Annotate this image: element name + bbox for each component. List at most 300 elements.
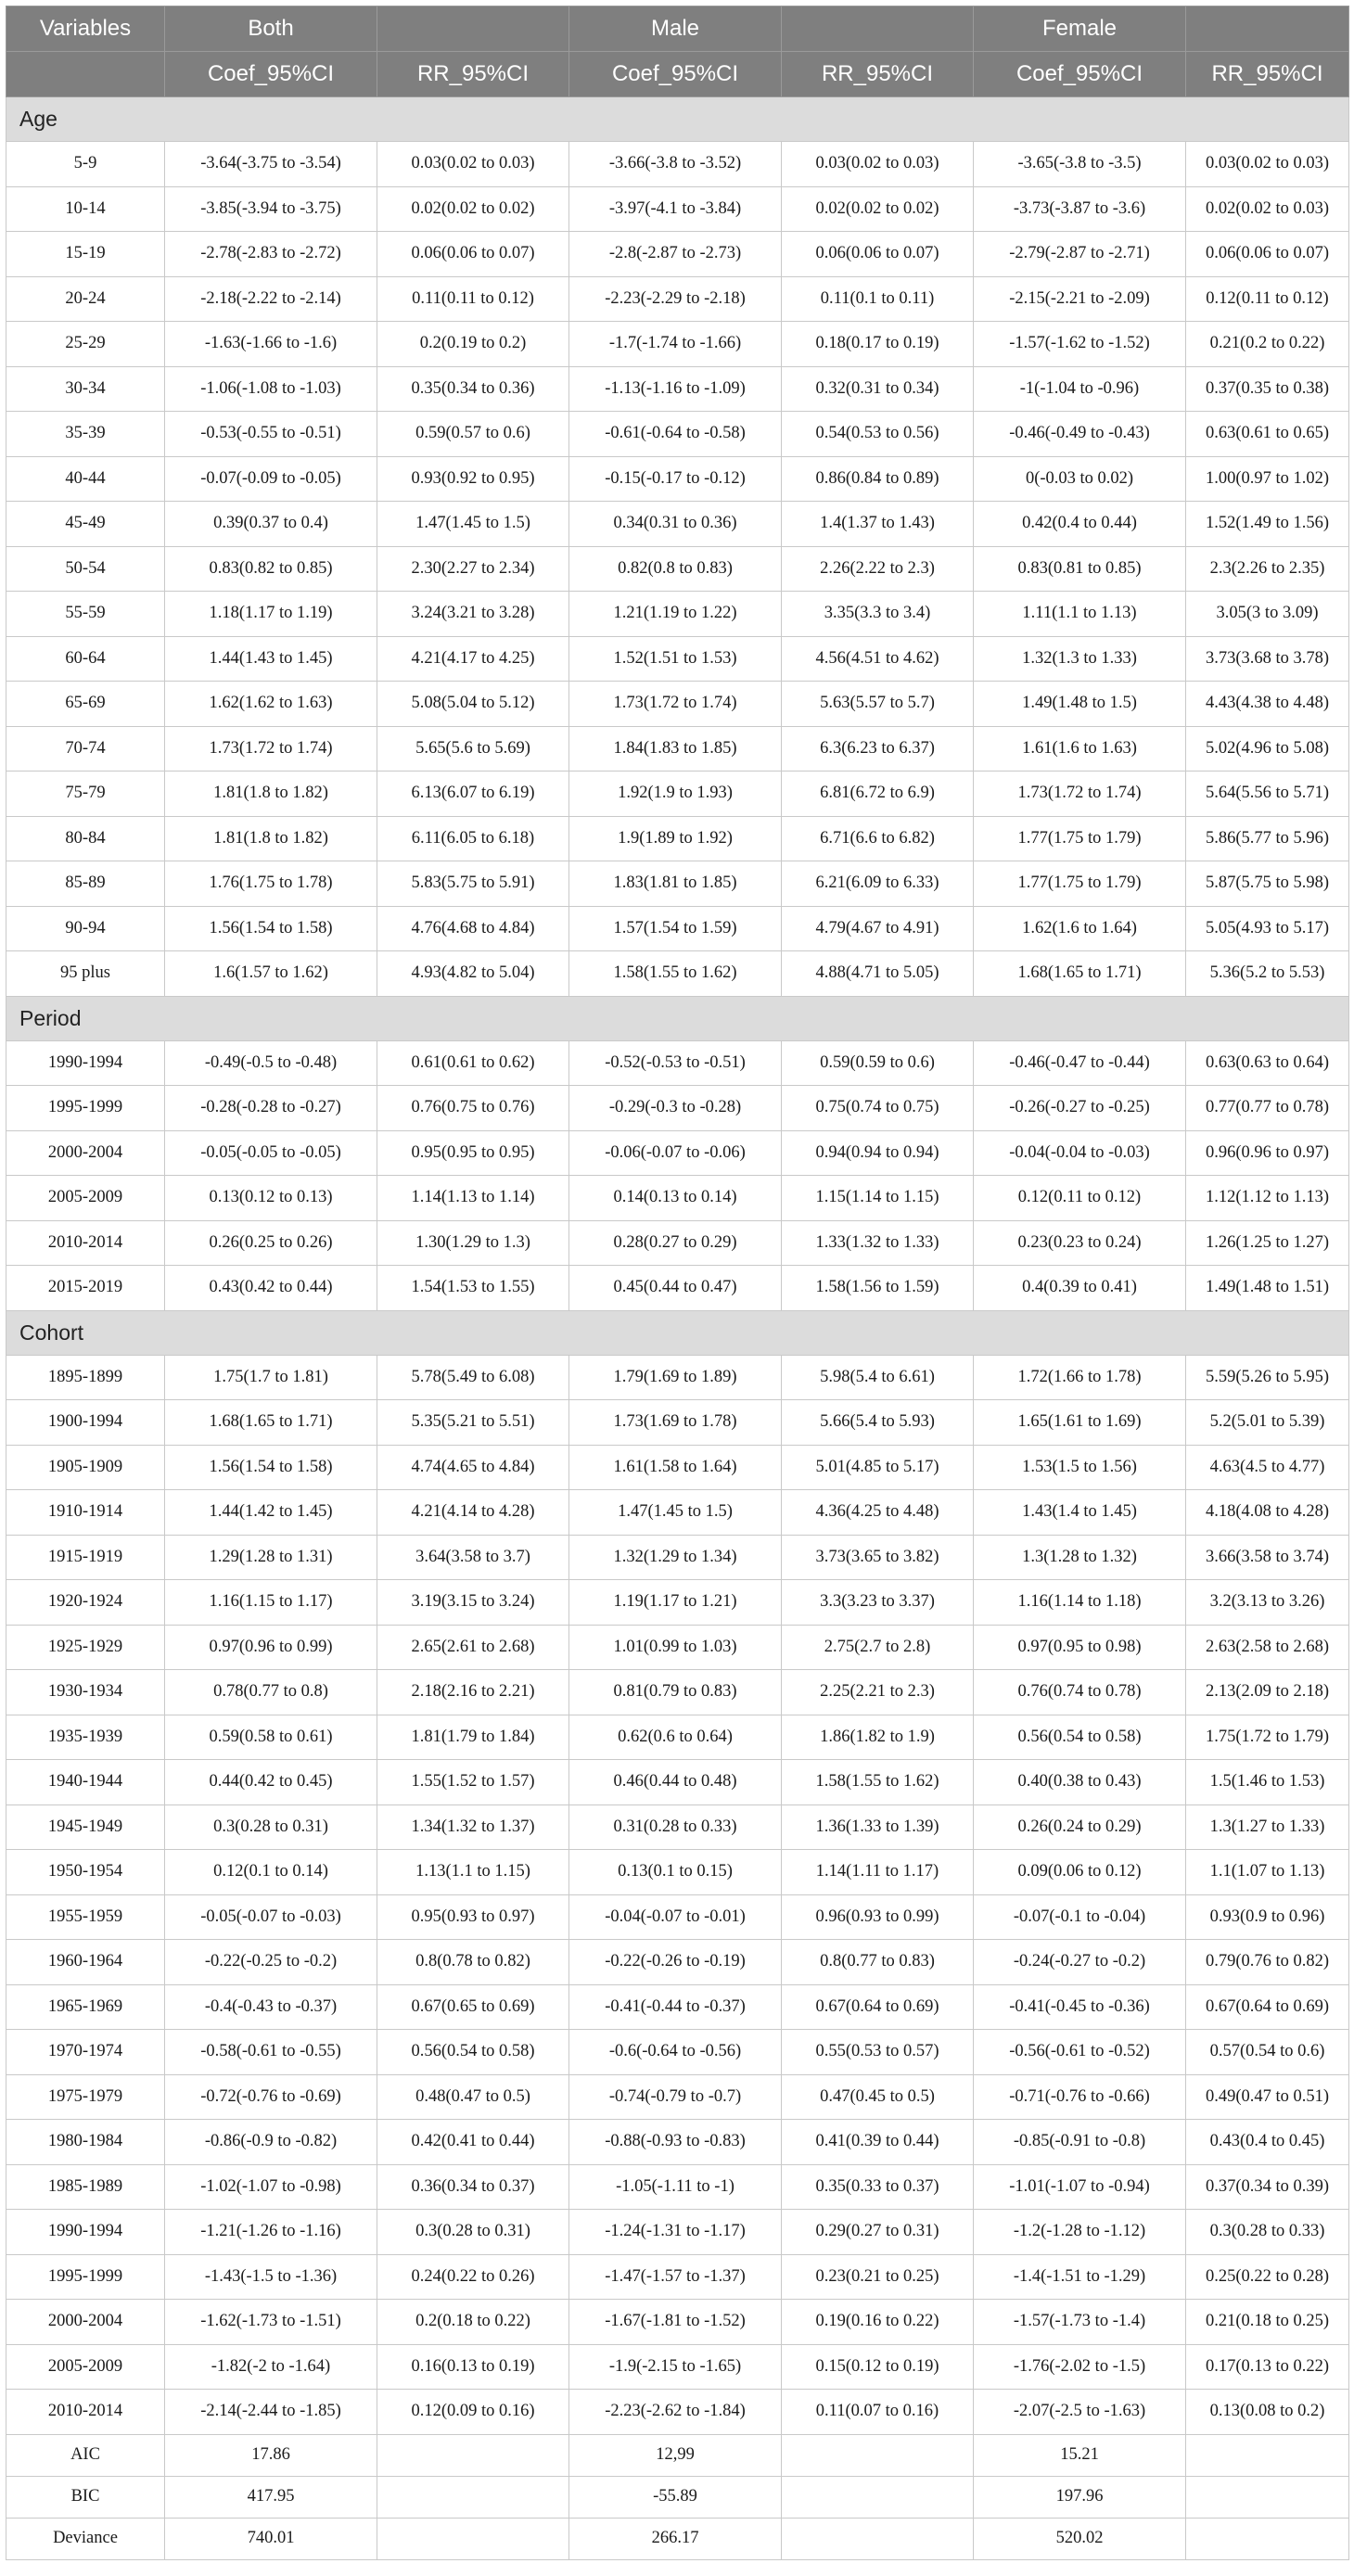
fit-stat-value: 15.21 bbox=[974, 2434, 1186, 2476]
table-cell: 2.30(2.27 to 2.34) bbox=[377, 546, 569, 592]
table-cell: 0.76(0.74 to 0.78) bbox=[974, 1670, 1186, 1715]
table-cell: 5.66(5.4 to 5.93) bbox=[782, 1400, 974, 1446]
table-cell: 1.73(1.69 to 1.78) bbox=[569, 1400, 782, 1446]
fit-stat-value bbox=[1186, 2476, 1349, 2518]
fit-stat-row bbox=[6, 2476, 1349, 2518]
fit-stat-value: 17.86 bbox=[165, 2434, 377, 2476]
table-cell: 2.65(2.61 to 2.68) bbox=[377, 1625, 569, 1670]
table-cell: 0.03(0.02 to 0.03) bbox=[377, 142, 569, 187]
table-cell: 0.36(0.34 to 0.37) bbox=[377, 2164, 569, 2210]
fit-stat-value: 12,99 bbox=[569, 2434, 782, 2476]
table-cell: 0.42(0.4 to 0.44) bbox=[974, 502, 1186, 547]
table-cell: -0.74(-0.79 to -0.7) bbox=[569, 2074, 782, 2120]
table-cell: 0.41(0.39 to 0.44) bbox=[782, 2120, 974, 2165]
table-row bbox=[6, 772, 1349, 817]
table-cell: -0.56(-0.61 to -0.52) bbox=[974, 2030, 1186, 2075]
table-cell: 4.21(4.14 to 4.28) bbox=[377, 1490, 569, 1536]
table-cell: 0.15(0.12 to 0.19) bbox=[782, 2344, 974, 2390]
table-cell: 0.16(0.13 to 0.19) bbox=[377, 2344, 569, 2390]
table-cell: 1.77(1.75 to 1.79) bbox=[974, 861, 1186, 907]
table-cell: 6.21(6.09 to 6.33) bbox=[782, 861, 974, 907]
table-cell: 0.29(0.27 to 0.31) bbox=[782, 2210, 974, 2255]
table-cell: 1.75(1.7 to 1.81) bbox=[165, 1355, 377, 1400]
table-cell: -0.71(-0.76 to -0.66) bbox=[974, 2074, 1186, 2120]
table-cell: 0.12(0.09 to 0.16) bbox=[377, 2390, 569, 2435]
fit-stat-label: AIC bbox=[6, 2434, 165, 2476]
table-cell: 0.8(0.77 to 0.83) bbox=[782, 1940, 974, 1985]
header-sub-blank bbox=[6, 52, 165, 97]
table-cell: 0.17(0.13 to 0.22) bbox=[1186, 2344, 1349, 2390]
section-title: Age bbox=[6, 97, 1349, 142]
table-cell: -0.52(-0.53 to -0.51) bbox=[569, 1040, 782, 1086]
table-cell: 0.94(0.94 to 0.94) bbox=[782, 1130, 974, 1176]
table-cell: 5.2(5.01 to 5.39) bbox=[1186, 1400, 1349, 1446]
table-cell: 0.31(0.28 to 0.33) bbox=[569, 1804, 782, 1850]
table-cell: 0.23(0.21 to 0.25) bbox=[782, 2254, 974, 2300]
header-both-rr: RR_95%CI bbox=[377, 52, 569, 97]
table-cell: -1.62(-1.73 to -1.51) bbox=[165, 2300, 377, 2345]
table-cell: 0.49(0.47 to 0.51) bbox=[1186, 2074, 1349, 2120]
table-cell: -2.15(-2.21 to -2.09) bbox=[974, 276, 1186, 322]
table-cell: 0.32(0.31 to 0.34) bbox=[782, 366, 974, 412]
table-cell: 0.43(0.4 to 0.45) bbox=[1186, 2120, 1349, 2165]
table-cell: -0.46(-0.49 to -0.43) bbox=[974, 412, 1186, 457]
table-cell: 0.3(0.28 to 0.31) bbox=[165, 1804, 377, 1850]
table-cell: 0.77(0.77 to 0.78) bbox=[1186, 1086, 1349, 1131]
table-cell: -0.58(-0.61 to -0.55) bbox=[165, 2030, 377, 2075]
table-cell: 0.11(0.1 to 0.11) bbox=[782, 276, 974, 322]
table-row bbox=[6, 951, 1349, 997]
table-cell: 1.57(1.54 to 1.59) bbox=[569, 906, 782, 951]
table-header bbox=[6, 6, 1349, 97]
row-label: 90-94 bbox=[6, 906, 165, 951]
table-cell: 0.06(0.06 to 0.07) bbox=[782, 232, 974, 277]
table-cell: 1.56(1.54 to 1.58) bbox=[165, 1445, 377, 1490]
table-row bbox=[6, 502, 1349, 547]
table-cell: 1.13(1.1 to 1.15) bbox=[377, 1850, 569, 1895]
table-cell: -0.05(-0.05 to -0.05) bbox=[165, 1130, 377, 1176]
table-row bbox=[6, 2254, 1349, 2300]
table-cell: 0.2(0.19 to 0.2) bbox=[377, 322, 569, 367]
table-cell: -3.65(-3.8 to -3.5) bbox=[974, 142, 1186, 187]
fit-stat-value bbox=[782, 2434, 974, 2476]
results-table bbox=[6, 6, 1349, 2560]
header-female-blank bbox=[1186, 6, 1349, 52]
table-cell: -0.28(-0.28 to -0.27) bbox=[165, 1086, 377, 1131]
table-cell: -0.15(-0.17 to -0.12) bbox=[569, 456, 782, 502]
table-cell: -1.43(-1.5 to -1.36) bbox=[165, 2254, 377, 2300]
table-cell: 1.47(1.45 to 1.5) bbox=[377, 502, 569, 547]
table-cell: 1.75(1.72 to 1.79) bbox=[1186, 1715, 1349, 1760]
table-cell: 6.71(6.6 to 6.82) bbox=[782, 816, 974, 861]
table-row bbox=[6, 546, 1349, 592]
row-label: 1920-1924 bbox=[6, 1580, 165, 1626]
fit-stat-value bbox=[377, 2518, 569, 2559]
table-cell: 0.43(0.42 to 0.44) bbox=[165, 1266, 377, 1311]
table-cell: 0.21(0.18 to 0.25) bbox=[1186, 2300, 1349, 2345]
table-cell: 5.02(4.96 to 5.08) bbox=[1186, 726, 1349, 772]
header-male-rr: RR_95%CI bbox=[782, 52, 974, 97]
fit-stat-label: BIC bbox=[6, 2476, 165, 2518]
table-cell: 0.93(0.92 to 0.95) bbox=[377, 456, 569, 502]
table-cell: 4.21(4.17 to 4.25) bbox=[377, 636, 569, 682]
row-label: 1910-1914 bbox=[6, 1490, 165, 1536]
table-row bbox=[6, 2300, 1349, 2345]
table-cell: -1.2(-1.28 to -1.12) bbox=[974, 2210, 1186, 2255]
header-row-measures bbox=[6, 52, 1349, 97]
row-label: 2005-2009 bbox=[6, 2344, 165, 2390]
table-row bbox=[6, 322, 1349, 367]
table-cell: 1.61(1.6 to 1.63) bbox=[974, 726, 1186, 772]
table-cell: 5.35(5.21 to 5.51) bbox=[377, 1400, 569, 1446]
table-cell: 1.5(1.46 to 1.53) bbox=[1186, 1760, 1349, 1805]
table-cell: -3.66(-3.8 to -3.52) bbox=[569, 142, 782, 187]
table-row bbox=[6, 276, 1349, 322]
table-cell: 1.61(1.58 to 1.64) bbox=[569, 1445, 782, 1490]
table-cell: 0.4(0.39 to 0.41) bbox=[974, 1266, 1186, 1311]
table-cell: 0.2(0.18 to 0.22) bbox=[377, 2300, 569, 2345]
table-cell: 1.81(1.8 to 1.82) bbox=[165, 772, 377, 817]
table-cell: -1.02(-1.07 to -0.98) bbox=[165, 2164, 377, 2210]
table-cell: -1.57(-1.73 to -1.4) bbox=[974, 2300, 1186, 2345]
table-cell: -2.8(-2.87 to -2.73) bbox=[569, 232, 782, 277]
row-label: 1930-1934 bbox=[6, 1670, 165, 1715]
section-title: Period bbox=[6, 996, 1349, 1040]
table-cell: 0.21(0.2 to 0.22) bbox=[1186, 322, 1349, 367]
table-cell: 3.35(3.3 to 3.4) bbox=[782, 592, 974, 637]
fit-stat-value: 197.96 bbox=[974, 2476, 1186, 2518]
table-cell: 0.8(0.78 to 0.82) bbox=[377, 1940, 569, 1985]
table-cell: -0.41(-0.44 to -0.37) bbox=[569, 1984, 782, 2030]
table-cell: 1.21(1.19 to 1.22) bbox=[569, 592, 782, 637]
table-cell: 1.44(1.42 to 1.45) bbox=[165, 1490, 377, 1536]
table-cell: 1.3(1.27 to 1.33) bbox=[1186, 1804, 1349, 1850]
table-cell: 5.01(4.85 to 5.17) bbox=[782, 1445, 974, 1490]
table-row bbox=[6, 232, 1349, 277]
table-cell: 2.25(2.21 to 2.3) bbox=[782, 1670, 974, 1715]
table-cell: 5.65(5.6 to 5.69) bbox=[377, 726, 569, 772]
table-cell: 0.47(0.45 to 0.5) bbox=[782, 2074, 974, 2120]
table-cell: 5.98(5.4 to 6.61) bbox=[782, 1355, 974, 1400]
table-cell: 1.73(1.72 to 1.74) bbox=[165, 726, 377, 772]
header-variables: Variables bbox=[6, 6, 165, 52]
row-label: 55-59 bbox=[6, 592, 165, 637]
table-cell: 1.92(1.9 to 1.93) bbox=[569, 772, 782, 817]
row-label: 1965-1969 bbox=[6, 1984, 165, 2030]
table-row bbox=[6, 1984, 1349, 2030]
table-row bbox=[6, 186, 1349, 232]
table-cell: 1.16(1.14 to 1.18) bbox=[974, 1580, 1186, 1626]
table-cell: 0.13(0.08 to 0.2) bbox=[1186, 2390, 1349, 2435]
table-cell: 4.36(4.25 to 4.48) bbox=[782, 1490, 974, 1536]
row-label: 1990-1994 bbox=[6, 2210, 165, 2255]
table-cell: 0.45(0.44 to 0.47) bbox=[569, 1266, 782, 1311]
table-cell: 2.18(2.16 to 2.21) bbox=[377, 1670, 569, 1715]
table-cell: 0.37(0.35 to 0.38) bbox=[1186, 366, 1349, 412]
table-cell: 3.64(3.58 to 3.7) bbox=[377, 1535, 569, 1580]
table-cell: 6.11(6.05 to 6.18) bbox=[377, 816, 569, 861]
table-cell: 0.06(0.06 to 0.07) bbox=[1186, 232, 1349, 277]
table-cell: 0.78(0.77 to 0.8) bbox=[165, 1670, 377, 1715]
table-row bbox=[6, 2030, 1349, 2075]
table-cell: 0.81(0.79 to 0.83) bbox=[569, 1670, 782, 1715]
table-cell: -0.61(-0.64 to -0.58) bbox=[569, 412, 782, 457]
table-cell: 4.43(4.38 to 4.48) bbox=[1186, 682, 1349, 727]
table-cell: -1.21(-1.26 to -1.16) bbox=[165, 2210, 377, 2255]
table-row bbox=[6, 682, 1349, 727]
table-cell: 0.19(0.16 to 0.22) bbox=[782, 2300, 974, 2345]
table-cell: 1.36(1.33 to 1.39) bbox=[782, 1804, 974, 1850]
table-row bbox=[6, 2344, 1349, 2390]
table-cell: 1.58(1.56 to 1.59) bbox=[782, 1266, 974, 1311]
table-cell: 1.58(1.55 to 1.62) bbox=[569, 951, 782, 997]
table-cell: 0.44(0.42 to 0.45) bbox=[165, 1760, 377, 1805]
table-cell: 0.83(0.81 to 0.85) bbox=[974, 546, 1186, 592]
fit-stat-value: -55.89 bbox=[569, 2476, 782, 2518]
table-cell: 0.42(0.41 to 0.44) bbox=[377, 2120, 569, 2165]
table-cell: 0.3(0.28 to 0.31) bbox=[377, 2210, 569, 2255]
table-cell: -2.79(-2.87 to -2.71) bbox=[974, 232, 1186, 277]
table-cell: 0.03(0.02 to 0.03) bbox=[782, 142, 974, 187]
table-cell: 1.12(1.12 to 1.13) bbox=[1186, 1176, 1349, 1221]
table-row bbox=[6, 1715, 1349, 1760]
table-cell: -1.01(-1.07 to -0.94) bbox=[974, 2164, 1186, 2210]
table-cell: 5.63(5.57 to 5.7) bbox=[782, 682, 974, 727]
table-cell: -1.4(-1.51 to -1.29) bbox=[974, 2254, 1186, 2300]
table-cell: 0.63(0.63 to 0.64) bbox=[1186, 1040, 1349, 1086]
table-cell: -0.07(-0.1 to -0.04) bbox=[974, 1894, 1186, 1940]
row-label: 2010-2014 bbox=[6, 2390, 165, 2435]
table-cell: 2.63(2.58 to 2.68) bbox=[1186, 1625, 1349, 1670]
row-label: 2010-2014 bbox=[6, 1220, 165, 1266]
row-label: 1995-1999 bbox=[6, 1086, 165, 1131]
table-row bbox=[6, 1625, 1349, 1670]
table-cell: 4.79(4.67 to 4.91) bbox=[782, 906, 974, 951]
row-label: 85-89 bbox=[6, 861, 165, 907]
table-cell: -0.6(-0.64 to -0.56) bbox=[569, 2030, 782, 2075]
table-cell: 3.05(3 to 3.09) bbox=[1186, 592, 1349, 637]
table-cell: 0.86(0.84 to 0.89) bbox=[782, 456, 974, 502]
table-cell: -1.76(-2.02 to -1.5) bbox=[974, 2344, 1186, 2390]
table-cell: 0.12(0.1 to 0.14) bbox=[165, 1850, 377, 1895]
table-cell: 0.09(0.06 to 0.12) bbox=[974, 1850, 1186, 1895]
table-cell: 5.36(5.2 to 5.53) bbox=[1186, 951, 1349, 997]
table-cell: 1.58(1.55 to 1.62) bbox=[782, 1760, 974, 1805]
table-cell: 0(-0.03 to 0.02) bbox=[974, 456, 1186, 502]
table-cell: -1(-1.04 to -0.96) bbox=[974, 366, 1186, 412]
table-cell: 1.11(1.1 to 1.13) bbox=[974, 592, 1186, 637]
table-cell: 1.52(1.51 to 1.53) bbox=[569, 636, 782, 682]
fit-stat-value bbox=[1186, 2434, 1349, 2476]
row-label: 1990-1994 bbox=[6, 1040, 165, 1086]
table-row bbox=[6, 1894, 1349, 1940]
table-cell: 3.73(3.68 to 3.78) bbox=[1186, 636, 1349, 682]
header-male: Male bbox=[569, 6, 782, 52]
table-cell: 0.82(0.8 to 0.83) bbox=[569, 546, 782, 592]
table-cell: 1.32(1.29 to 1.34) bbox=[569, 1535, 782, 1580]
row-label: 1975-1979 bbox=[6, 2074, 165, 2120]
row-label: 60-64 bbox=[6, 636, 165, 682]
table-cell: 0.06(0.06 to 0.07) bbox=[377, 232, 569, 277]
table-cell: 2.13(2.09 to 2.18) bbox=[1186, 1670, 1349, 1715]
table-cell: -1.67(-1.81 to -1.52) bbox=[569, 2300, 782, 2345]
table-cell: -3.85(-3.94 to -3.75) bbox=[165, 186, 377, 232]
table-cell: -0.05(-0.07 to -0.03) bbox=[165, 1894, 377, 1940]
table-cell: 0.26(0.24 to 0.29) bbox=[974, 1804, 1186, 1850]
row-label: 1960-1964 bbox=[6, 1940, 165, 1985]
table-cell: 0.03(0.02 to 0.03) bbox=[1186, 142, 1349, 187]
table-cell: 0.24(0.22 to 0.26) bbox=[377, 2254, 569, 2300]
row-label: 1995-1999 bbox=[6, 2254, 165, 2300]
section-row-period bbox=[6, 996, 1349, 1040]
table-row bbox=[6, 1220, 1349, 1266]
table-cell: 0.54(0.53 to 0.56) bbox=[782, 412, 974, 457]
table-row bbox=[6, 1850, 1349, 1895]
table-cell: 5.64(5.56 to 5.71) bbox=[1186, 772, 1349, 817]
table-cell: 1.14(1.11 to 1.17) bbox=[782, 1850, 974, 1895]
table-cell: -0.53(-0.55 to -0.51) bbox=[165, 412, 377, 457]
table-cell: -0.86(-0.9 to -0.82) bbox=[165, 2120, 377, 2165]
table-cell: -0.24(-0.27 to -0.2) bbox=[974, 1940, 1186, 1985]
table-cell: -3.97(-4.1 to -3.84) bbox=[569, 186, 782, 232]
table-cell: -0.04(-0.07 to -0.01) bbox=[569, 1894, 782, 1940]
row-label: 1915-1919 bbox=[6, 1535, 165, 1580]
table-cell: 0.67(0.65 to 0.69) bbox=[377, 1984, 569, 2030]
table-cell: -0.04(-0.04 to -0.03) bbox=[974, 1130, 1186, 1176]
table-row bbox=[6, 2164, 1349, 2210]
table-cell: -0.29(-0.3 to -0.28) bbox=[569, 1086, 782, 1131]
table-cell: 1.52(1.49 to 1.56) bbox=[1186, 502, 1349, 547]
row-label: 1940-1944 bbox=[6, 1760, 165, 1805]
fit-stat-value bbox=[377, 2476, 569, 2518]
table-cell: -2.23(-2.29 to -2.18) bbox=[569, 276, 782, 322]
table-cell: 0.25(0.22 to 0.28) bbox=[1186, 2254, 1349, 2300]
table-cell: -0.06(-0.07 to -0.06) bbox=[569, 1130, 782, 1176]
table-cell: 1.53(1.5 to 1.56) bbox=[974, 1445, 1186, 1490]
table-cell: 1.54(1.53 to 1.55) bbox=[377, 1266, 569, 1311]
table-cell: 0.26(0.25 to 0.26) bbox=[165, 1220, 377, 1266]
table-cell: 0.59(0.57 to 0.6) bbox=[377, 412, 569, 457]
row-label: 1985-1989 bbox=[6, 2164, 165, 2210]
row-label: 1945-1949 bbox=[6, 1804, 165, 1850]
row-label: 35-39 bbox=[6, 412, 165, 457]
table-cell: 1.79(1.69 to 1.89) bbox=[569, 1355, 782, 1400]
table-cell: 4.88(4.71 to 5.05) bbox=[782, 951, 974, 997]
row-label: 50-54 bbox=[6, 546, 165, 592]
row-label: 2000-2004 bbox=[6, 2300, 165, 2345]
table-cell: 5.05(4.93 to 5.17) bbox=[1186, 906, 1349, 951]
table-cell: 1.30(1.29 to 1.3) bbox=[377, 1220, 569, 1266]
row-label: 1950-1954 bbox=[6, 1850, 165, 1895]
table-cell: 1.4(1.37 to 1.43) bbox=[782, 502, 974, 547]
table-cell: -2.07(-2.5 to -1.63) bbox=[974, 2390, 1186, 2435]
table-cell: 4.63(4.5 to 4.77) bbox=[1186, 1445, 1349, 1490]
fit-stat-value: 266.17 bbox=[569, 2518, 782, 2559]
table-cell: 4.56(4.51 to 4.62) bbox=[782, 636, 974, 682]
table-cell: 1.00(0.97 to 1.02) bbox=[1186, 456, 1349, 502]
table-cell: 1.84(1.83 to 1.85) bbox=[569, 726, 782, 772]
table-cell: 1.62(1.62 to 1.63) bbox=[165, 682, 377, 727]
table-cell: 0.02(0.02 to 0.03) bbox=[1186, 186, 1349, 232]
table-cell: 0.79(0.76 to 0.82) bbox=[1186, 1940, 1349, 1985]
table-row bbox=[6, 1670, 1349, 1715]
table-cell: 1.34(1.32 to 1.37) bbox=[377, 1804, 569, 1850]
table-row bbox=[6, 1176, 1349, 1221]
table-cell: 0.39(0.37 to 0.4) bbox=[165, 502, 377, 547]
fit-stat-value: 520.02 bbox=[974, 2518, 1186, 2559]
table-cell: -1.82(-2 to -1.64) bbox=[165, 2344, 377, 2390]
row-label: 45-49 bbox=[6, 502, 165, 547]
table-cell: 5.83(5.75 to 5.91) bbox=[377, 861, 569, 907]
table-cell: 1.77(1.75 to 1.79) bbox=[974, 816, 1186, 861]
table-cell: 1.47(1.45 to 1.5) bbox=[569, 1490, 782, 1536]
table-row bbox=[6, 1086, 1349, 1131]
table-cell: 1.3(1.28 to 1.32) bbox=[974, 1535, 1186, 1580]
table-cell: 3.66(3.58 to 3.74) bbox=[1186, 1535, 1349, 1580]
table-cell: 0.96(0.93 to 0.99) bbox=[782, 1894, 974, 1940]
table-row bbox=[6, 2074, 1349, 2120]
table-row bbox=[6, 456, 1349, 502]
table-cell: 4.18(4.08 to 4.28) bbox=[1186, 1490, 1349, 1536]
row-label: 65-69 bbox=[6, 682, 165, 727]
table-cell: 0.76(0.75 to 0.76) bbox=[377, 1086, 569, 1131]
table-row bbox=[6, 1535, 1349, 1580]
table-cell: 0.35(0.34 to 0.36) bbox=[377, 366, 569, 412]
table-cell: 0.18(0.17 to 0.19) bbox=[782, 322, 974, 367]
table-cell: -0.26(-0.27 to -0.25) bbox=[974, 1086, 1186, 1131]
table-cell: -3.64(-3.75 to -3.54) bbox=[165, 142, 377, 187]
table-cell: 0.97(0.95 to 0.98) bbox=[974, 1625, 1186, 1670]
table-cell: 2.26(2.22 to 2.3) bbox=[782, 546, 974, 592]
table-cell: -1.57(-1.62 to -1.52) bbox=[974, 322, 1186, 367]
row-label: 80-84 bbox=[6, 816, 165, 861]
table-cell: 1.49(1.48 to 1.51) bbox=[1186, 1266, 1349, 1311]
table-cell: 1.62(1.6 to 1.64) bbox=[974, 906, 1186, 951]
table-cell: 0.62(0.6 to 0.64) bbox=[569, 1715, 782, 1760]
table-cell: 0.61(0.61 to 0.62) bbox=[377, 1040, 569, 1086]
table-body bbox=[6, 97, 1349, 2560]
table-cell: 1.26(1.25 to 1.27) bbox=[1186, 1220, 1349, 1266]
table-cell: 1.01(0.99 to 1.03) bbox=[569, 1625, 782, 1670]
table-cell: -3.73(-3.87 to -3.6) bbox=[974, 186, 1186, 232]
table-cell: 0.37(0.34 to 0.39) bbox=[1186, 2164, 1349, 2210]
table-cell: 1.68(1.65 to 1.71) bbox=[974, 951, 1186, 997]
table-cell: 1.16(1.15 to 1.17) bbox=[165, 1580, 377, 1626]
table-cell: 1.33(1.32 to 1.33) bbox=[782, 1220, 974, 1266]
table-cell: 1.73(1.72 to 1.74) bbox=[569, 682, 782, 727]
table-row bbox=[6, 1445, 1349, 1490]
table-row bbox=[6, 1040, 1349, 1086]
row-label: 70-74 bbox=[6, 726, 165, 772]
table-cell: 5.59(5.26 to 5.95) bbox=[1186, 1355, 1349, 1400]
fit-stat-value bbox=[782, 2518, 974, 2559]
table-row bbox=[6, 636, 1349, 682]
table-cell: 1.81(1.8 to 1.82) bbox=[165, 816, 377, 861]
table-cell: 0.12(0.11 to 0.12) bbox=[1186, 276, 1349, 322]
table-cell: 0.48(0.47 to 0.5) bbox=[377, 2074, 569, 2120]
table-cell: 0.3(0.28 to 0.33) bbox=[1186, 2210, 1349, 2255]
table-cell: -0.49(-0.5 to -0.48) bbox=[165, 1040, 377, 1086]
table-cell: 0.11(0.11 to 0.12) bbox=[377, 276, 569, 322]
table-cell: -0.07(-0.09 to -0.05) bbox=[165, 456, 377, 502]
row-label: 2005-2009 bbox=[6, 1176, 165, 1221]
table-cell: 0.57(0.54 to 0.6) bbox=[1186, 2030, 1349, 2075]
table-cell: 5.78(5.49 to 6.08) bbox=[377, 1355, 569, 1400]
table-cell: 1.44(1.43 to 1.45) bbox=[165, 636, 377, 682]
table-cell: 0.13(0.12 to 0.13) bbox=[165, 1176, 377, 1221]
table-cell: 0.63(0.61 to 0.65) bbox=[1186, 412, 1349, 457]
table-row bbox=[6, 366, 1349, 412]
